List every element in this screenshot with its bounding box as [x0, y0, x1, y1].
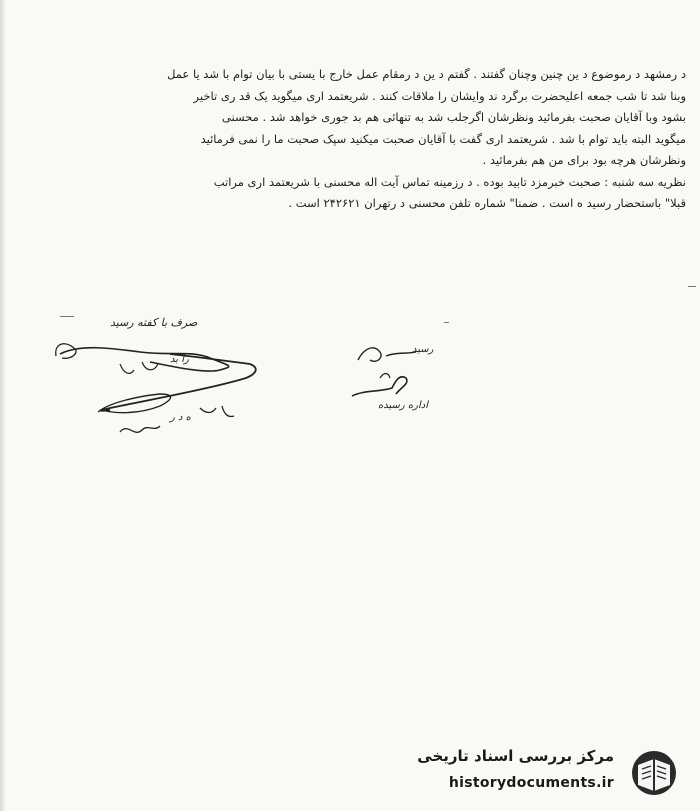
handwritten-signature	[340, 330, 460, 430]
scan-mark	[688, 286, 696, 287]
signature-note: صرف با کفته رسید	[110, 316, 198, 329]
document-line: د رمشهد د رموضوع د ین چنین وچنان گفتند . گفتم د ین د رمقام عمل خارج با یستی با بیان توام با شد یا عمل	[167, 67, 686, 81]
signature-note: ه د ر	[170, 412, 191, 423]
archive-book-icon	[624, 747, 682, 799]
signature-note: را بد	[170, 354, 189, 365]
signature-note: رسید	[412, 344, 434, 355]
document-line: میگوید البته باید توام با شد . شریعتمد اری گفت با آقایان صحبت میکنید سپک صحبت ما را نمی فرمائید	[200, 131, 686, 146]
document-line: نظریه سه شنبه : صحبت خبرمزد تابید بوده . د رزمینه تماس آیت اله محسنی با شریعتمد اری مراتب	[213, 174, 686, 189]
document-line: قبلا" باستحضار رسید ه است . ضمنا" شماره تلفن محسنی د رتهران ۲۴۲۶۲۱ است .	[288, 196, 686, 210]
document-line: ونظرشان هرچه بود برای من هم بفرمائید .	[482, 153, 686, 167]
page-edge-shadow	[0, 0, 6, 811]
document-body	[46, 64, 686, 215]
watermark-url: historydocuments.ir	[448, 775, 614, 791]
archive-watermark	[396, 745, 686, 801]
right-signature-block	[340, 330, 460, 430]
scan-mark	[444, 322, 449, 323]
signature-note: اداره رسیده	[378, 400, 428, 411]
handwritten-signature	[50, 314, 280, 454]
document-line: وبنا شد تا شب جمعه اعلیحضرت برگرد ند وایشان را ملاقات کنند . شریعتمد اری میگوید یک قد ری تاخیر	[193, 88, 686, 103]
watermark-title: مرکز بررسی اسناد تاریخی	[417, 747, 614, 765]
document-line: بشود وبا آقایان صحبت بفرمائید ونظرشان اگرجلب شد به تنهائی هم بد جوری خواهد شد . محسنی	[221, 110, 686, 124]
left-signature-block	[50, 314, 280, 454]
